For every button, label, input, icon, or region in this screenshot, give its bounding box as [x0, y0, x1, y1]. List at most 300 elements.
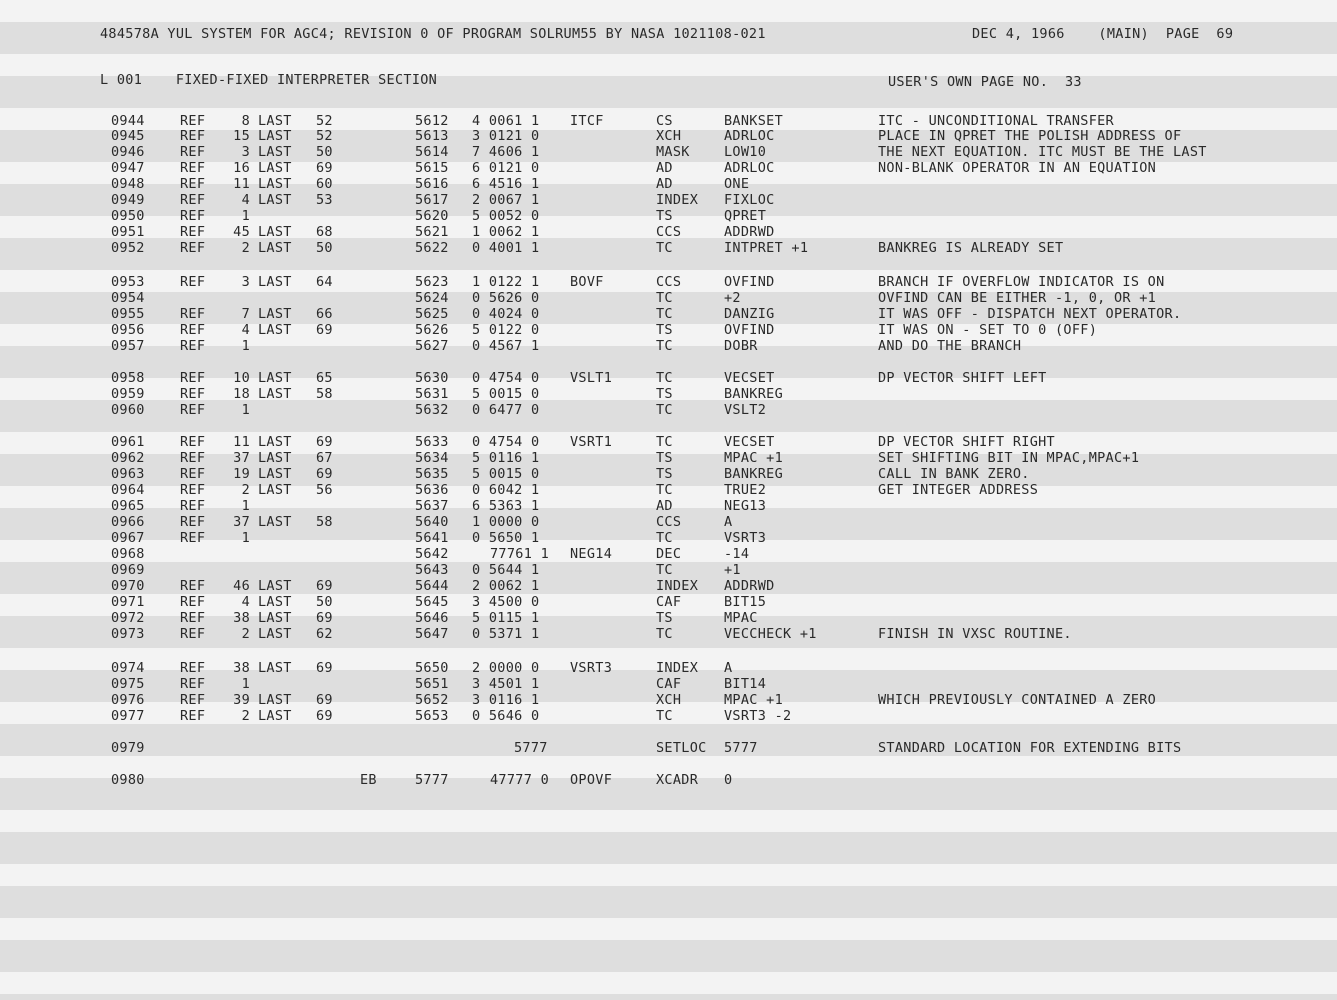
listing-row: [0, 290, 1337, 306]
section-title: L 001 FIXED-FIXED INTERPRETER SECTION: [100, 72, 438, 88]
row-ref: REF: [180, 530, 206, 546]
row-lastn: 52: [316, 128, 333, 144]
listing-row: [0, 208, 1337, 224]
row-ref: REF: [180, 708, 206, 724]
row-lastn: 62: [316, 626, 333, 642]
listing-row: [0, 660, 1337, 676]
row-ref: REF: [180, 113, 206, 129]
row-eb: EB: [360, 772, 377, 788]
row-ref: REF: [180, 128, 206, 144]
row-no: 0975: [111, 676, 145, 692]
row-arg: INTPRET +1: [724, 240, 809, 256]
row-ref: REF: [180, 402, 206, 418]
row-word: 4 0061 1: [472, 113, 540, 129]
row-addr: 5632: [415, 402, 449, 418]
listing-row: [0, 224, 1337, 240]
row-arg: BANKREG: [724, 386, 783, 402]
listing-row: [0, 740, 1337, 756]
row-cnt: 45: [233, 224, 250, 240]
row-word: 0 4024 0: [472, 306, 540, 322]
row-op: TS: [656, 610, 673, 626]
row-word: 3 0116 1: [472, 692, 540, 708]
row-op: TC: [656, 626, 673, 642]
listing-row: [0, 240, 1337, 256]
row-lastn: 50: [316, 594, 333, 610]
row-cmt: THE NEXT EQUATION. ITC MUST BE THE LAST: [878, 144, 1207, 160]
row-word: 0 4754 0: [472, 434, 540, 450]
row-last: LAST: [258, 160, 292, 176]
row-addr: 5612: [415, 113, 449, 129]
row-last: LAST: [258, 224, 292, 240]
row-ref: REF: [180, 386, 206, 402]
row-cmt: DP VECTOR SHIFT RIGHT: [878, 434, 1055, 450]
row-no: 0951: [111, 224, 145, 240]
row-no: 0980: [111, 772, 145, 788]
row-cmt: PLACE IN QPRET THE POLISH ADDRESS OF: [878, 128, 1182, 144]
row-ref: REF: [180, 626, 206, 642]
row-arg: +1: [724, 562, 741, 578]
row-ref: REF: [180, 176, 206, 192]
row-arg: OVFIND: [724, 274, 775, 290]
row-no: 0946: [111, 144, 145, 160]
row-addr: 5640: [415, 514, 449, 530]
row-op: TS: [656, 466, 673, 482]
row-cnt: 1: [241, 402, 250, 418]
row-cnt: 2: [241, 240, 250, 256]
row-no: 0950: [111, 208, 145, 224]
row-cnt: 37: [233, 514, 250, 530]
row-no: 0969: [111, 562, 145, 578]
row-op: CAF: [656, 676, 682, 692]
row-op: AD: [656, 160, 673, 176]
row-ref: REF: [180, 692, 206, 708]
row-no: 0953: [111, 274, 145, 290]
row-word: 2 0062 1: [472, 578, 540, 594]
listing-row: [0, 386, 1337, 402]
row-addr: 5642: [415, 546, 449, 562]
row-op: AD: [656, 176, 673, 192]
row-cmt: ITC - UNCONDITIONAL TRANSFER: [878, 113, 1114, 129]
listing-row: [0, 274, 1337, 290]
listing-row: [0, 402, 1337, 418]
row-no: 0960: [111, 402, 145, 418]
listing-row: [0, 610, 1337, 626]
row-last: LAST: [258, 514, 292, 530]
listing-row: [0, 450, 1337, 466]
user-page-number: USER'S OWN PAGE NO. 33: [888, 74, 1082, 90]
row-cnt: 37: [233, 450, 250, 466]
row-cnt: 38: [233, 660, 250, 676]
row-arg: VECSET: [724, 434, 775, 450]
listing-row: [0, 514, 1337, 530]
row-lastn: 68: [316, 224, 333, 240]
row-no: 0959: [111, 386, 145, 402]
row-word: 6 0121 0: [472, 160, 540, 176]
row-addr: 5614: [415, 144, 449, 160]
row-cnt: 2: [241, 708, 250, 724]
row-ref: REF: [180, 208, 206, 224]
row-addr: 5616: [415, 176, 449, 192]
row-lastn: 58: [316, 386, 333, 402]
row-arg: MPAC +1: [724, 450, 783, 466]
row-arg: A: [724, 514, 733, 530]
listing-row: [0, 306, 1337, 322]
row-cnt: 1: [241, 208, 250, 224]
row-arg: ADDRWD: [724, 224, 775, 240]
row-op: TC: [656, 434, 673, 450]
row-cnt: 1: [241, 338, 250, 354]
listing-row: [0, 322, 1337, 338]
row-no: 0957: [111, 338, 145, 354]
row-no: 0973: [111, 626, 145, 642]
listing-row: [0, 128, 1337, 144]
row-cnt: 1: [241, 676, 250, 692]
row-cmt: IT WAS OFF - DISPATCH NEXT OPERATOR.: [878, 306, 1182, 322]
row-word: 3 4501 1: [472, 676, 540, 692]
row-lastn: 69: [316, 660, 333, 676]
row-cmt: FINISH IN VXSC ROUTINE.: [878, 626, 1072, 642]
row-arg: BANKSET: [724, 113, 783, 129]
row-arg: -14: [724, 546, 750, 562]
row-op: CCS: [656, 224, 682, 240]
row-addr: 5650: [415, 660, 449, 676]
row-lastn: 69: [316, 322, 333, 338]
row-word: 5777: [514, 740, 548, 756]
row-last: LAST: [258, 128, 292, 144]
row-addr: 5651: [415, 676, 449, 692]
row-no: 0944: [111, 113, 145, 129]
listing-row: [0, 482, 1337, 498]
row-cnt: 11: [233, 434, 250, 450]
row-ref: REF: [180, 240, 206, 256]
row-addr: 5644: [415, 578, 449, 594]
row-ref: REF: [180, 160, 206, 176]
row-op: TC: [656, 708, 673, 724]
row-no: 0963: [111, 466, 145, 482]
row-last: LAST: [258, 240, 292, 256]
row-cnt: 8: [241, 113, 250, 129]
row-no: 0947: [111, 160, 145, 176]
row-op: TC: [656, 338, 673, 354]
row-arg: ADDRWD: [724, 578, 775, 594]
row-no: 0949: [111, 192, 145, 208]
row-no: 0945: [111, 128, 145, 144]
row-word: 3 0121 0: [472, 128, 540, 144]
row-op: MASK: [656, 144, 690, 160]
row-cmt: AND DO THE BRANCH: [878, 338, 1022, 354]
row-addr: 5647: [415, 626, 449, 642]
row-label: NEG14: [570, 546, 613, 562]
row-word: 0 4754 0: [472, 370, 540, 386]
row-arg: VSLT2: [724, 402, 767, 418]
row-op: TC: [656, 306, 673, 322]
row-word: 0 4567 1: [472, 338, 540, 354]
row-lastn: 58: [316, 514, 333, 530]
row-ref: REF: [180, 370, 206, 386]
row-lastn: 60: [316, 176, 333, 192]
row-op: TC: [656, 482, 673, 498]
row-arg: OVFIND: [724, 322, 775, 338]
row-op: TS: [656, 208, 673, 224]
row-op: TC: [656, 370, 673, 386]
row-lastn: 69: [316, 610, 333, 626]
row-word: 0 5650 1: [472, 530, 540, 546]
row-arg: VECCHECK +1: [724, 626, 817, 642]
row-no: 0972: [111, 610, 145, 626]
row-addr: 5624: [415, 290, 449, 306]
row-word: 2 0000 0: [472, 660, 540, 676]
row-op: INDEX: [656, 578, 699, 594]
row-ref: REF: [180, 578, 206, 594]
listing-row: [0, 176, 1337, 192]
row-addr: 5622: [415, 240, 449, 256]
row-cmt: SET SHIFTING BIT IN MPAC,MPAC+1: [878, 450, 1140, 466]
row-no: 0965: [111, 498, 145, 514]
listing-row: [0, 370, 1337, 386]
row-op: CAF: [656, 594, 682, 610]
row-cnt: 2: [241, 626, 250, 642]
row-cnt: 7: [241, 306, 250, 322]
row-addr: 5617: [415, 192, 449, 208]
listing-row: [0, 498, 1337, 514]
row-lastn: 53: [316, 192, 333, 208]
listing-row: [0, 594, 1337, 610]
row-word: 0 5644 1: [472, 562, 540, 578]
row-arg: A: [724, 660, 733, 676]
row-ref: REF: [180, 514, 206, 530]
row-no: 0970: [111, 578, 145, 594]
row-addr: 5621: [415, 224, 449, 240]
row-word: 0 5646 0: [472, 708, 540, 724]
row-op: CCS: [656, 514, 682, 530]
row-op: AD: [656, 498, 673, 514]
row-word: 0 6042 1: [472, 482, 540, 498]
listing-row: [0, 144, 1337, 160]
row-arg: VECSET: [724, 370, 775, 386]
row-arg: TRUE2: [724, 482, 767, 498]
row-no: 0974: [111, 660, 145, 676]
row-cnt: 46: [233, 578, 250, 594]
row-addr: 5641: [415, 530, 449, 546]
row-addr: 5625: [415, 306, 449, 322]
row-cmt: IT WAS ON - SET TO 0 (OFF): [878, 322, 1098, 338]
row-arg: QPRET: [724, 208, 767, 224]
row-no: 0956: [111, 322, 145, 338]
row-addr: 5613: [415, 128, 449, 144]
row-word: 1 0000 0: [472, 514, 540, 530]
row-op: TS: [656, 450, 673, 466]
listing-row: [0, 530, 1337, 546]
row-lastn: 69: [316, 466, 333, 482]
row-lastn: 56: [316, 482, 333, 498]
row-word: 5 0115 1: [472, 610, 540, 626]
row-lastn: 69: [316, 578, 333, 594]
row-label: VSLT1: [570, 370, 613, 386]
row-last: LAST: [258, 370, 292, 386]
row-lastn: 69: [316, 708, 333, 724]
row-word: 1 0122 1: [472, 274, 540, 290]
row-addr: 5627: [415, 338, 449, 354]
row-cmt: GET INTEGER ADDRESS: [878, 482, 1039, 498]
row-op: TC: [656, 562, 673, 578]
row-arg: MPAC: [724, 610, 758, 626]
row-addr: 5635: [415, 466, 449, 482]
row-op: INDEX: [656, 192, 699, 208]
row-no: 0977: [111, 708, 145, 724]
row-ref: REF: [180, 610, 206, 626]
row-addr: 5777: [415, 772, 449, 788]
row-ref: REF: [180, 594, 206, 610]
row-arg: 5777: [724, 740, 758, 756]
row-op: XCH: [656, 128, 682, 144]
row-cnt: 15: [233, 128, 250, 144]
row-last: LAST: [258, 692, 292, 708]
row-cmt: BRANCH IF OVERFLOW INDICATOR IS ON: [878, 274, 1165, 290]
row-no: 0968: [111, 546, 145, 562]
row-no: 0952: [111, 240, 145, 256]
row-cnt: 10: [233, 370, 250, 386]
row-no: 0961: [111, 434, 145, 450]
row-ref: REF: [180, 676, 206, 692]
row-ref: REF: [180, 306, 206, 322]
row-last: LAST: [258, 708, 292, 724]
row-cmt: STANDARD LOCATION FOR EXTENDING BITS: [878, 740, 1182, 756]
row-cnt: 3: [241, 274, 250, 290]
listing-row: [0, 546, 1337, 562]
row-ref: REF: [180, 434, 206, 450]
row-arg: FIXLOC: [724, 192, 775, 208]
row-last: LAST: [258, 626, 292, 642]
row-arg: ONE: [724, 176, 750, 192]
row-arg: 0: [724, 772, 733, 788]
row-lastn: 69: [316, 160, 333, 176]
row-word: 6 4516 1: [472, 176, 540, 192]
row-cmt: DP VECTOR SHIFT LEFT: [878, 370, 1047, 386]
row-word: 7 4606 1: [472, 144, 540, 160]
row-last: LAST: [258, 306, 292, 322]
row-word: 5 0122 0: [472, 322, 540, 338]
row-lastn: 67: [316, 450, 333, 466]
row-cnt: 39: [233, 692, 250, 708]
listing-row: [0, 692, 1337, 708]
row-word: 47777 0: [490, 772, 549, 788]
row-word: 0 5371 1: [472, 626, 540, 642]
row-cnt: 4: [241, 192, 250, 208]
row-ref: REF: [180, 338, 206, 354]
row-label: BOVF: [570, 274, 604, 290]
row-arg: DOBR: [724, 338, 758, 354]
row-no: 0971: [111, 594, 145, 610]
row-label: ITCF: [570, 113, 604, 129]
row-arg: ADRLOC: [724, 128, 775, 144]
row-cnt: 3: [241, 144, 250, 160]
listing-row: [0, 160, 1337, 176]
row-addr: 5645: [415, 594, 449, 610]
row-word: 6 5363 1: [472, 498, 540, 514]
row-addr: 5643: [415, 562, 449, 578]
row-cmt: BANKREG IS ALREADY SET: [878, 240, 1064, 256]
row-cnt: 4: [241, 322, 250, 338]
row-op: TC: [656, 402, 673, 418]
row-label: VSRT1: [570, 434, 613, 450]
row-no: 0976: [111, 692, 145, 708]
row-arg: DANZIG: [724, 306, 775, 322]
row-last: LAST: [258, 322, 292, 338]
row-last: LAST: [258, 274, 292, 290]
row-word: 0 4001 1: [472, 240, 540, 256]
row-cmt: NON-BLANK OPERATOR IN AN EQUATION: [878, 160, 1157, 176]
row-addr: 5652: [415, 692, 449, 708]
row-addr: 5615: [415, 160, 449, 176]
listing-row: [0, 434, 1337, 450]
row-cnt: 1: [241, 530, 250, 546]
row-no: 0964: [111, 482, 145, 498]
row-op: TS: [656, 386, 673, 402]
listing-row: [0, 578, 1337, 594]
row-op: CCS: [656, 274, 682, 290]
row-cnt: 16: [233, 160, 250, 176]
row-last: LAST: [258, 386, 292, 402]
row-op: XCH: [656, 692, 682, 708]
row-arg: ADRLOC: [724, 160, 775, 176]
row-last: LAST: [258, 144, 292, 160]
row-lastn: 64: [316, 274, 333, 290]
row-ref: REF: [180, 466, 206, 482]
row-cnt: 1: [241, 498, 250, 514]
listing-row: [0, 562, 1337, 578]
row-arg: BIT15: [724, 594, 767, 610]
row-no: 0958: [111, 370, 145, 386]
row-word: 5 0015 0: [472, 466, 540, 482]
row-addr: 5637: [415, 498, 449, 514]
row-op: DEC: [656, 546, 682, 562]
row-lastn: 69: [316, 434, 333, 450]
row-last: LAST: [258, 482, 292, 498]
row-no: 0954: [111, 290, 145, 306]
row-cnt: 38: [233, 610, 250, 626]
row-label: VSRT3: [570, 660, 613, 676]
row-addr: 5631: [415, 386, 449, 402]
row-ref: REF: [180, 144, 206, 160]
row-last: LAST: [258, 434, 292, 450]
row-ref: REF: [180, 660, 206, 676]
row-no: 0962: [111, 450, 145, 466]
row-op: INDEX: [656, 660, 699, 676]
row-op: TC: [656, 530, 673, 546]
listing-row: [0, 772, 1337, 788]
listing-row: [0, 676, 1337, 692]
row-lastn: 50: [316, 144, 333, 160]
row-arg: VSRT3 -2: [724, 708, 792, 724]
row-cnt: 11: [233, 176, 250, 192]
row-no: 0966: [111, 514, 145, 530]
row-last: LAST: [258, 578, 292, 594]
row-ref: REF: [180, 322, 206, 338]
listing-row: [0, 113, 1337, 129]
row-last: LAST: [258, 176, 292, 192]
row-no: 0979: [111, 740, 145, 756]
row-lastn: 50: [316, 240, 333, 256]
row-ref: REF: [180, 224, 206, 240]
row-arg: VSRT3: [724, 530, 767, 546]
row-arg: +2: [724, 290, 741, 306]
page-header-left: 484578A YUL SYSTEM FOR AGC4; REVISION 0 OF PROGRAM SOLRUM55 BY NASA 1021108-021: [100, 26, 766, 42]
row-word: 1 0062 1: [472, 224, 540, 240]
row-word: 77761 1: [490, 546, 549, 562]
row-last: LAST: [258, 113, 292, 129]
row-last: LAST: [258, 466, 292, 482]
row-ref: REF: [180, 482, 206, 498]
